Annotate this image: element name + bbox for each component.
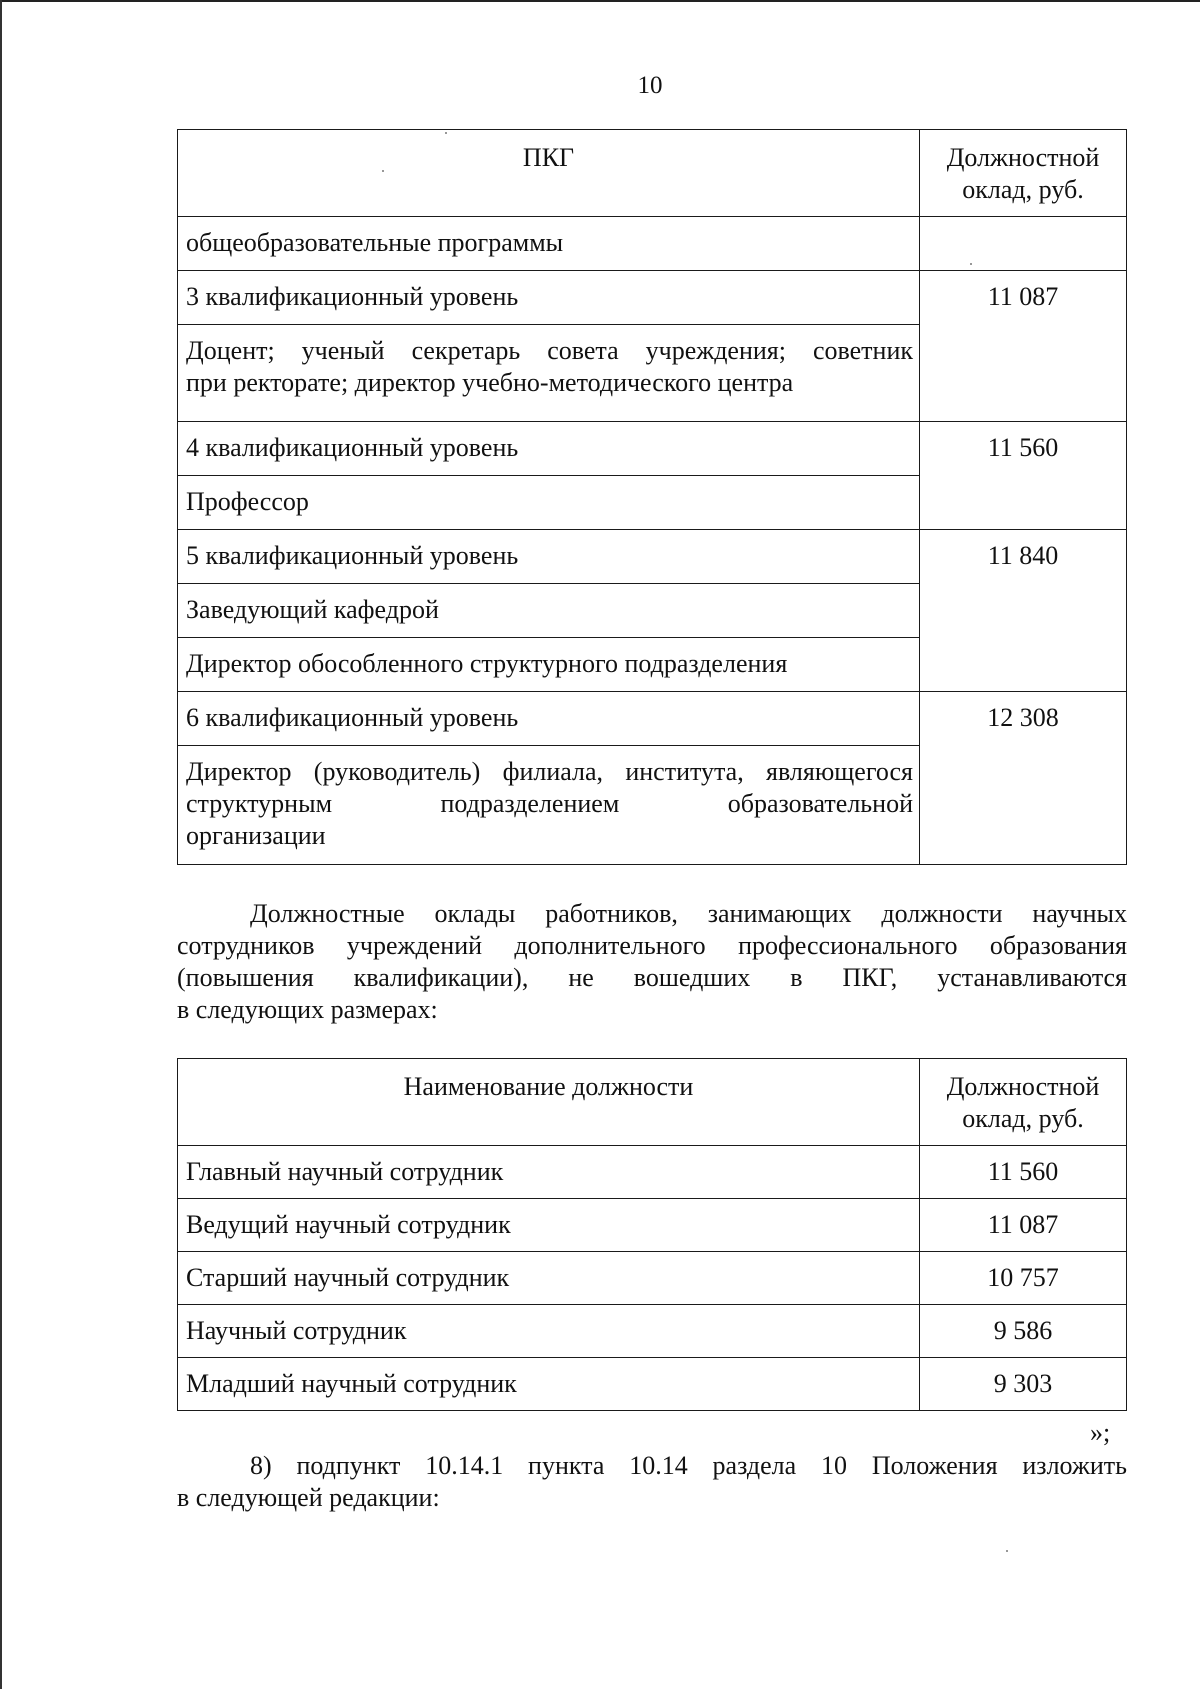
row-label: 6 квалификационный уровень xyxy=(178,692,920,746)
row-label: Профессор xyxy=(178,476,920,530)
row-label-line: Доцент; ученый секретарь совета учреждения; советник xyxy=(186,336,913,365)
paragraph-line: в следующих размерах: xyxy=(177,995,438,1024)
header-salary: Должностной оклад, руб. xyxy=(920,1059,1127,1146)
scan-edge-top xyxy=(0,0,1200,2)
paragraph-line: в следующей редакции: xyxy=(177,1483,440,1512)
table-row xyxy=(178,271,1127,325)
row-salary xyxy=(920,217,1127,271)
scan-speck xyxy=(970,263,972,265)
table-row xyxy=(178,1305,1127,1358)
table-row xyxy=(178,217,1127,271)
row-label: Директор обособленного структурного подразделения xyxy=(178,638,920,692)
scan-edge-left xyxy=(0,0,2,1689)
table-row xyxy=(178,422,1127,476)
row-salary: 11 560 xyxy=(920,422,1127,530)
row-salary: 11 087 xyxy=(920,271,1127,422)
paragraph-line: Должностные оклады работников, занимающих должности научных xyxy=(250,899,1127,928)
row-salary: 11 840 xyxy=(920,530,1127,692)
position-name: Главный научный сотрудник xyxy=(178,1146,920,1199)
paragraph-amendment xyxy=(177,1450,1127,1514)
row-label: Заведующий кафедрой xyxy=(178,584,920,638)
row-label: 4 квалификационный уровень xyxy=(178,422,920,476)
position-name: Ведущий научный сотрудник xyxy=(178,1199,920,1252)
scan-speck xyxy=(382,170,384,172)
row-label xyxy=(178,746,920,865)
table-row xyxy=(178,1358,1127,1411)
table-row xyxy=(178,692,1127,746)
table-row xyxy=(178,1199,1127,1252)
table-header-row xyxy=(178,130,1127,217)
row-label-line: при ректорате; директор учебно-методического центра xyxy=(186,368,794,397)
scan-speck xyxy=(445,132,447,134)
paragraph-line: 8) подпункт 10.14.1 пункта 10.14 раздела 10 Положения изложить xyxy=(250,1451,1127,1480)
position-salary: 9 586 xyxy=(920,1305,1127,1358)
row-label: 3 квалификационный уровень xyxy=(178,271,920,325)
table-row xyxy=(178,1252,1127,1305)
position-salary: 9 303 xyxy=(920,1358,1127,1411)
table-header-row xyxy=(178,1059,1127,1146)
row-label-line: структурным подразделением образовательной xyxy=(186,789,913,818)
header-pkg: ПКГ xyxy=(178,130,920,217)
paragraph-scientific-staff xyxy=(177,898,1127,1026)
row-label xyxy=(178,325,920,422)
position-salary: 11 087 xyxy=(920,1199,1127,1252)
row-label-line: организации xyxy=(186,821,326,850)
page-number: 10 xyxy=(637,72,663,99)
paragraph-line: (повышения квалификации), не вошедших в ПКГ, устанавливаются xyxy=(177,963,1127,992)
position-name: Младший научный сотрудник xyxy=(178,1358,920,1411)
closing-quote: »; xyxy=(1090,1418,1111,1447)
row-label-line: Директор (руководитель) филиала, института, являющегося xyxy=(186,757,913,786)
pkg-salary-table xyxy=(177,129,1127,865)
scan-speck xyxy=(1006,1550,1008,1552)
header-position: Наименование должности xyxy=(178,1059,920,1146)
row-salary: 12 308 xyxy=(920,692,1127,865)
row-label: общеобразовательные программы xyxy=(178,217,920,271)
position-salary: 11 560 xyxy=(920,1146,1127,1199)
row-label: 5 квалификационный уровень xyxy=(178,530,920,584)
header-salary: Должностной оклад, руб. xyxy=(920,130,1127,217)
table-row xyxy=(178,1146,1127,1199)
position-name: Научный сотрудник xyxy=(178,1305,920,1358)
scientific-staff-table xyxy=(177,1058,1127,1411)
position-salary: 10 757 xyxy=(920,1252,1127,1305)
table-row xyxy=(178,530,1127,584)
paragraph-line: сотрудников учреждений дополнительного профессионального образования xyxy=(177,931,1127,960)
position-name: Старший научный сотрудник xyxy=(178,1252,920,1305)
